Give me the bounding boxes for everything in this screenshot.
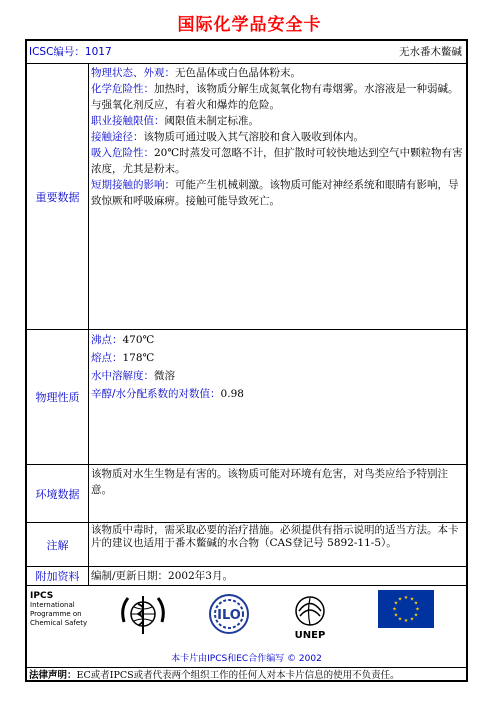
additional-info-section	[27, 566, 466, 585]
svg-text:★: ★	[393, 612, 399, 619]
physical-properties-content	[88, 330, 466, 464]
additional-info-label: 附加资料	[27, 567, 89, 585]
item-chemical-hazard: 化学危险性：加热时，该物质分解生成氮氧化物有毒烟雾。水溶液是一种弱碱。与强氧化剂反应，有着火和爆炸的危险。	[91, 83, 459, 111]
card-title: 国际化学品安全卡	[177, 15, 322, 35]
environmental-data-section	[27, 464, 466, 522]
who-emblem-icon	[118, 592, 168, 638]
svg-text:★: ★	[403, 618, 409, 624]
item-physical-state: 物理状态、外观：无色晶体或白色晶体粉末。	[91, 67, 301, 79]
item-boiling-point: 沸点：470℃	[91, 334, 155, 346]
icsc-number: ICSC编号：1017	[29, 46, 112, 58]
notes-label: 注解	[27, 523, 89, 566]
physical-properties-section	[27, 329, 466, 464]
environmental-data-content: 该物质对水生生物是有害的。该物质可能对环境有危害，对鸟类应给予特别注意。	[91, 468, 448, 496]
svg-text:★: ★	[403, 595, 409, 601]
svg-text:★: ★	[409, 616, 415, 623]
svg-text:★: ★	[397, 616, 403, 623]
legal-notice	[27, 667, 466, 680]
unep-emblem-icon	[285, 592, 335, 642]
logos-row	[27, 585, 466, 668]
notes-content: 该物质中毒时，需采取必要的治疗措施。必须提供有指示说明的适当方法。本卡片的建议也适用于番木鳖碱的水合物（CAS登记号 5892-11-5）。	[91, 524, 459, 549]
svg-text:★: ★	[393, 600, 399, 607]
environmental-data-label: 环境数据	[27, 465, 89, 522]
ilo-emblem-icon	[203, 592, 255, 638]
important-data-label: 重要数据	[27, 64, 89, 329]
item-log-pow: 辛醇/水分配系数的对数值：0.98	[91, 388, 244, 400]
item-water-solubility: 水中溶解度：微溶	[91, 370, 175, 382]
important-data-section	[27, 63, 466, 329]
item-exposure-limits: 职业接触限值：阈限值未制定标准。	[91, 115, 259, 127]
legal-notice-text: EC或者IPCS或者代表两个组织工作的任何人对本卡片信息的使用不负责任。	[76, 670, 400, 681]
item-exposure-routes: 接触途径：该物质可通过吸入其气溶胶和食入吸收到体内。	[91, 131, 364, 143]
substance-name: 无水番木鳖碱	[399, 46, 462, 58]
physical-properties-label: 物理性质	[27, 330, 89, 464]
item-inhalation-risk: 吸入危险性：20℃时蒸发可忽略不计，但扩散时可较快地达到空气中颗粒物有害浓度，尤其是粉末。	[91, 147, 463, 175]
svg-text:★: ★	[415, 606, 420, 613]
ipcs-logo: IPCS International Programme on Chemical Safety	[30, 591, 88, 627]
credit-line: 本卡片由IPCS和EC合作编写 © 2002	[171, 654, 322, 664]
legal-notice-label: 法律声明：	[29, 670, 77, 681]
additional-info-content: 编制/更新日期：2002年3月。	[91, 570, 233, 582]
svg-text:★: ★	[397, 596, 403, 603]
item-melting-point: 熔点：178℃	[91, 352, 155, 364]
eu-flag-icon	[378, 590, 434, 628]
icsc-card	[25, 39, 468, 682]
important-data-content	[88, 64, 466, 329]
item-short-term-effects: 短期接触的影响：可能产生机械刺激。该物质可能对神经系统和眼睛有影响，导致惊厥和呼吸麻痹。接触可能导致死亡。	[91, 179, 459, 207]
svg-text:★: ★	[392, 606, 397, 613]
svg-text:★: ★	[413, 600, 419, 607]
id-row	[27, 41, 466, 63]
notes-section	[27, 522, 466, 566]
unep-label: UNEP	[294, 630, 326, 641]
svg-text:★: ★	[409, 596, 415, 603]
svg-text:ILO: ILO	[217, 608, 241, 623]
svg-text:★: ★	[413, 612, 419, 619]
